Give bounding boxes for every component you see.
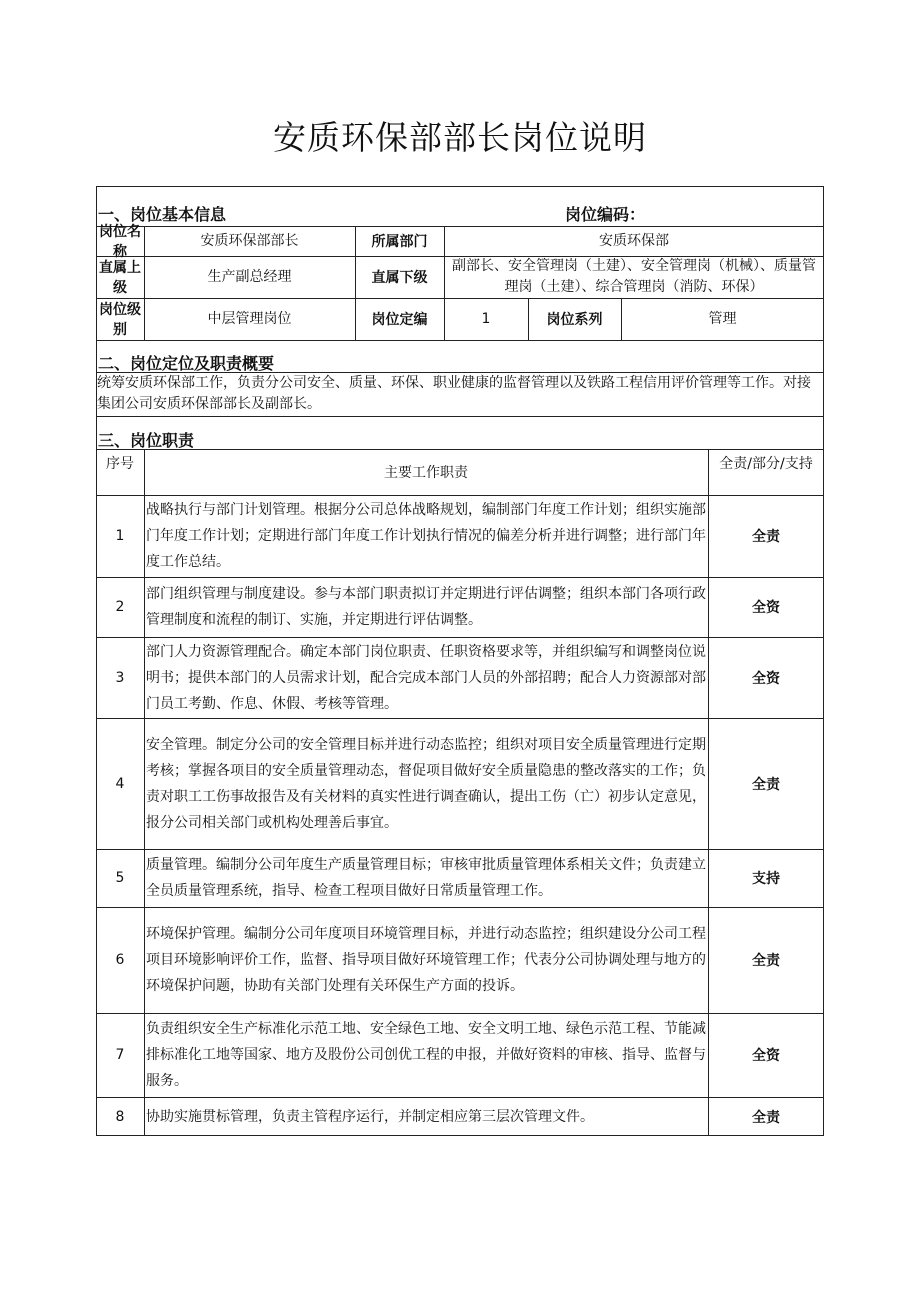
duty-responsibility: 全责 — [752, 529, 780, 545]
duty-seq: 1 — [115, 528, 125, 544]
duty-seq: 7 — [115, 1047, 125, 1063]
duty-text: 安全管理。制定分公司的安全管理目标并进行动态监控；组织对项目安全质量管理进行定期考核；掌握各项目的安全质量管理动态，督促项目做好安全质量隐患的整改落实的工作；负责对职工工伤事故报告及有关材料的真实性进行调查确认，提出工伤（亡）初步认定意见，报分公司相关部门或机构处理善后事宜。 — [146, 736, 706, 831]
duty-text: 负责组织安全生产标准化示范工地、安全绿色工地、安全文明工地、绿色示范工程、节能减排标准化工地等国家、地方及股份公司创优工程的申报，并做好资料的审核、指导、监督与服务。 — [146, 1021, 706, 1089]
section-basic-info-heading: 一、岗位基本信息 — [98, 205, 227, 224]
series-value: 管理 — [708, 310, 737, 327]
duty-text: 协助实施贯标管理，负责主管程序运行，并制定相应第三层次管理文件。 — [146, 1108, 594, 1125]
duty-text: 环境保护管理。编制分公司年度项目环境管理目标，并进行动态监控；组织建设分公司工程项目环境影响评价工作，监督、指导项目做好环境管理工作；代表分公司协调处理与地方的环境保护问题，协助有关部门处理有关环保生产方面的投诉。 — [146, 926, 706, 994]
duty-responsibility: 全资 — [752, 1048, 780, 1064]
page-title: 安质环保部部长岗位说明 — [273, 118, 647, 157]
duty-responsibility: 全责 — [752, 1109, 780, 1126]
department-label: 所属部门 — [371, 234, 428, 250]
duty-responsibility: 全责 — [752, 776, 780, 793]
superior-value: 生产副总经理 — [207, 268, 292, 285]
superior-label: 直属上级 — [99, 260, 141, 296]
quota-value: 1 — [481, 311, 491, 327]
col-seq-header: 序号 — [106, 456, 134, 472]
level-label: 岗位级别 — [99, 302, 141, 338]
duty-seq: 2 — [115, 599, 125, 615]
duty-responsibility: 全资 — [752, 670, 780, 687]
duty-seq: 4 — [115, 775, 125, 792]
duty-responsibility: 全资 — [752, 600, 780, 616]
position-name-value: 安质环保部部长 — [200, 232, 299, 249]
department-value: 安质环保部 — [599, 232, 669, 249]
duty-text: 质量管理。编制分公司年度生产质量管理目标；审核审批质量管理体系相关文件；负责建立全员质量管理系统，指导、检查工程项目做好日常质量管理工作。 — [146, 857, 706, 899]
col-duty-header: 主要工作职责 — [384, 465, 468, 481]
duty-responsibility: 全责 — [752, 953, 780, 969]
duty-responsibility: 支持 — [752, 871, 780, 887]
quota-label: 岗位定编 — [371, 312, 428, 328]
series-label: 岗位系列 — [546, 312, 603, 328]
duty-seq: 3 — [115, 669, 125, 686]
duty-text: 战略执行与部门计划管理。根据分公司总体战略规划，编制部门年度工作计划；组织实施部门年度工作计划；定期进行部门年度工作计划执行情况的偏差分析并进行调整；进行部门年度工作总结。 — [146, 502, 706, 570]
position-name-label: 岗位名称 — [99, 224, 141, 260]
subordinate-label: 直属下级 — [371, 270, 428, 286]
position-code-label: 岗位编码： — [565, 205, 646, 224]
level-value: 中层管理岗位 — [207, 310, 292, 327]
duty-seq: 6 — [115, 952, 125, 968]
duty-seq: 5 — [115, 870, 125, 886]
col-resp-header: 全责/部分/支持 — [719, 456, 813, 472]
section-positioning-heading: 二、岗位定位及职责概要 — [98, 354, 275, 373]
duty-text: 部门人力资源管理配合。确定本部门岗位职责、任职资格要求等，并组织编写和调整岗位说明书；提供本部门的人员需求计划，配合完成本部门人员的外部招聘；配合人力资源部对部门员工考勤、作息、休假、考核等管理。 — [146, 643, 706, 712]
duty-text: 部门组织管理与制度建设。参与本部门职责拟订并定期进行评估调整；组织本部门各项行政管理制度和流程的制订、实施，并定期进行评估调整。 — [146, 586, 706, 628]
section-duties-heading: 三、岗位职责 — [98, 431, 195, 450]
position-summary: 统筹安质环保部工作，负责分公司安全、质量、环保、职业健康的监督管理以及铁路工程信用评价管理等工作。对接集团公司安质环保部部长及副部长。 — [97, 375, 811, 412]
subordinate-value: 副部长、安全管理岗（土建）、安全管理岗（机械）、质量管理岗（土建）、综合管理岗（消防、环保） — [452, 258, 816, 295]
duty-seq: 8 — [115, 1108, 125, 1125]
